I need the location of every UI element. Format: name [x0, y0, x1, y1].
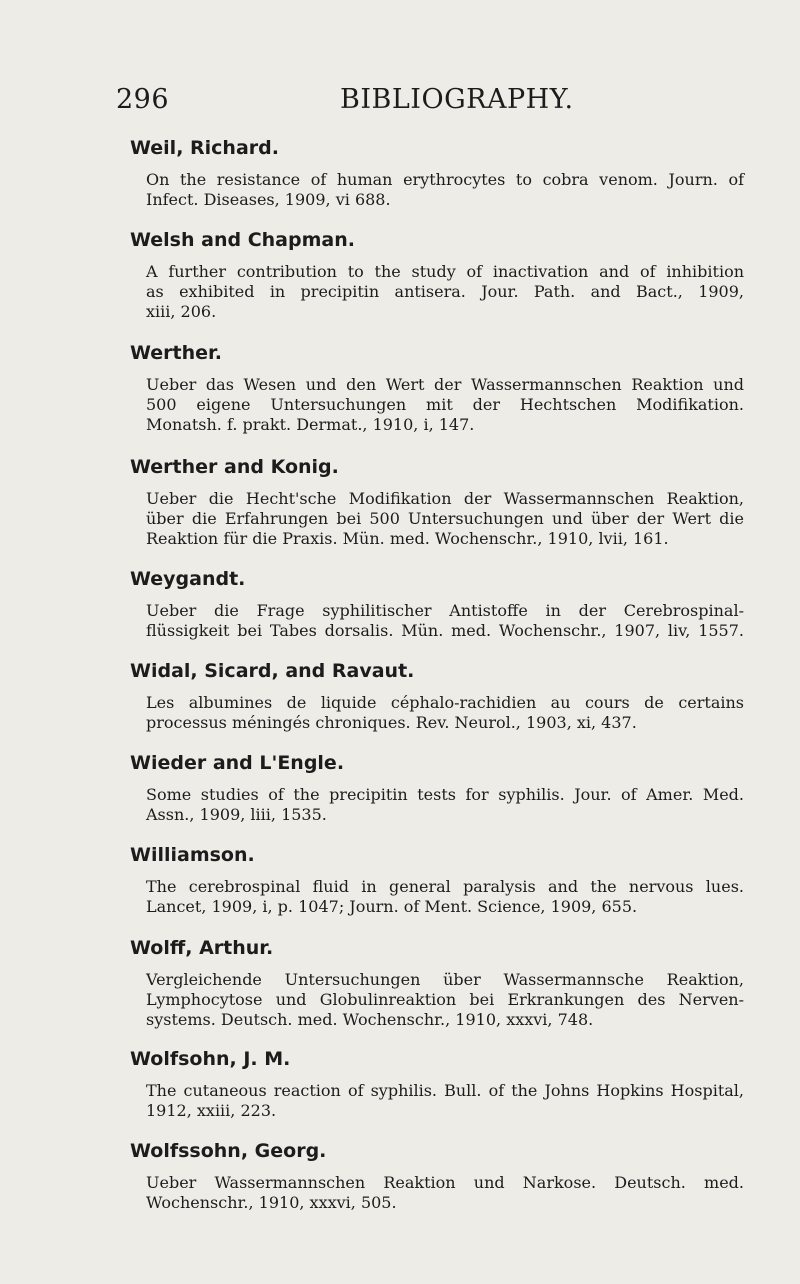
entry-author: Wieder and L'Engle.	[130, 752, 345, 774]
citation-line: processus méningés chroniques. Rev. Neurol., 1903, xi, 437.	[146, 713, 637, 732]
citation-line: xiii, 206.	[146, 302, 217, 321]
entry-citation	[146, 785, 744, 825]
citation-line: Monatsh. f. prakt. Dermat., 1910, i, 147.	[146, 415, 475, 434]
entry-author: Welsh and Chapman.	[130, 229, 355, 251]
entry-citation	[146, 170, 744, 210]
entry-author: Wolfssohn, Georg.	[130, 1140, 327, 1162]
citation-line: Les albumines de liquide céphalo-rachidien au cours de certains	[146, 693, 744, 712]
citation-line: A further contribution to the study of inactivation and of inhibition	[146, 262, 744, 281]
entry-author: Weil, Richard.	[130, 137, 279, 159]
citation-line: Ueber das Wesen und den Wert der Wassermannschen Reaktion und	[146, 375, 744, 394]
citation-line: 500 eigene Untersuchungen mit der Hechtschen Modifikation.	[146, 395, 744, 414]
citation-line: Some studies of the precipitin tests for syphilis. Jour. of Amer. Med.	[146, 785, 744, 804]
citation-line: Infect. Diseases, 1909, vi 688.	[146, 190, 391, 209]
citation-line: flüssigkeit bei Tabes dorsalis. Mün. med. Wochenschr., 1907, liv, 1557.	[146, 621, 744, 640]
entry-author: Widal, Sicard, and Ravaut.	[130, 660, 415, 682]
entry-author: Werther.	[130, 342, 222, 364]
citation-line: The cutaneous reaction of syphilis. Bull. of the Johns Hopkins Hospital,	[146, 1081, 744, 1100]
entry-citation	[146, 375, 744, 435]
citation-line: Ueber Wassermannschen Reaktion und Narkose. Deutsch. med.	[146, 1173, 744, 1192]
citation-line: Vergleichende Untersuchungen über Wassermannsche Reaktion,	[146, 970, 744, 989]
citation-line: Wochenschr., 1910, xxxvi, 505.	[146, 1193, 397, 1212]
entry-author: Williamson.	[130, 844, 255, 866]
citation-line: Reaktion für die Praxis. Mün. med. Wochenschr., 1910, lvii, 161.	[146, 529, 669, 548]
running-head	[0, 84, 800, 124]
citation-line: systems. Deutsch. med. Wochenschr., 1910, xxxvi, 748.	[146, 1010, 594, 1029]
entry-citation	[146, 970, 744, 1030]
page-number: 296	[116, 84, 170, 115]
entry-citation	[146, 489, 744, 549]
entry-citation	[146, 693, 744, 733]
citation-line: Ueber die Hecht'sche Modifikation der Wassermannschen Reaktion,	[146, 489, 744, 508]
citation-line: über die Erfahrungen bei 500 Untersuchungen und über der Wert die	[146, 509, 744, 528]
citation-line: Ueber die Frage syphilitischer Antistoffe in der Cerebrospinal-	[146, 601, 744, 620]
citation-line: Lancet, 1909, i, p. 1047; Journ. of Ment. Science, 1909, 655.	[146, 897, 638, 916]
citation-line: as exhibited in precipitin antisera. Jour. Path. and Bact., 1909,	[146, 282, 744, 301]
citation-line: The cerebrospinal fluid in general paralysis and the nervous lues.	[146, 877, 744, 896]
citation-line: 1912, xxiii, 223.	[146, 1101, 277, 1120]
entry-citation	[146, 601, 744, 641]
entry-citation	[146, 1081, 744, 1121]
entry-author: Wolfsohn, J. M.	[130, 1048, 291, 1070]
page-title: BIBLIOGRAPHY.	[340, 84, 574, 115]
entry-author: Werther and Konig.	[130, 456, 339, 478]
entry-citation	[146, 1173, 744, 1213]
citation-line: Assn., 1909, liii, 1535.	[146, 805, 327, 824]
entry-citation	[146, 877, 744, 917]
citation-line: On the resistance of human erythrocytes to cobra venom. Journ. of	[146, 170, 744, 189]
entry-author: Wolff, Arthur.	[130, 937, 274, 959]
citation-line: Lymphocytose und Globulinreaktion bei Erkrankungen des Nerven-	[146, 990, 744, 1009]
entry-citation	[146, 262, 744, 322]
entry-author: Weygandt.	[130, 568, 246, 590]
